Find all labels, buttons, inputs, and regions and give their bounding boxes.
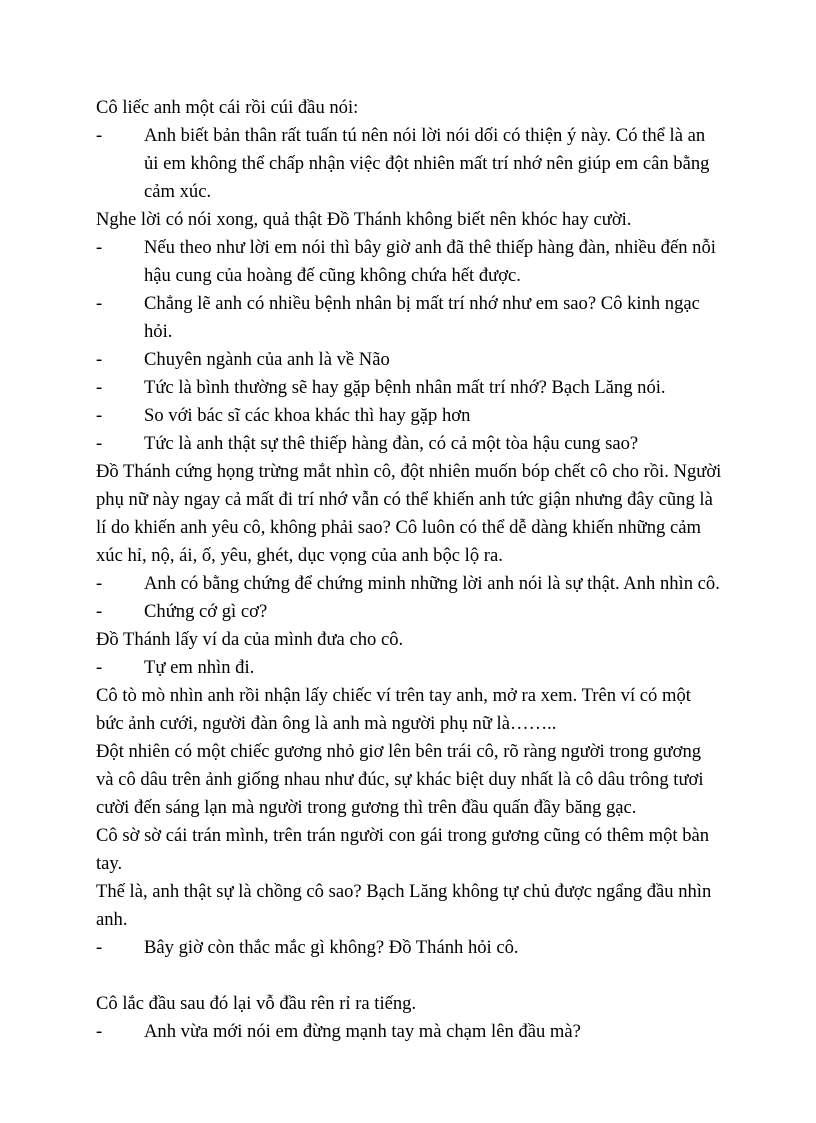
dialogue-line xyxy=(96,290,722,346)
blank-line xyxy=(96,962,722,990)
dialogue-text: Tự em nhìn đi. xyxy=(144,657,255,678)
dialogue-line xyxy=(96,1018,722,1046)
dialogue-line xyxy=(96,430,722,458)
paragraph: Đột nhiên có một chiếc gương nhỏ giơ lên bên trái cô, rõ ràng người trong gương và cô dâu trên ảnh giống nhau như đúc, sự khác biệt duy nhất là cô dâu trông tươi cười đến sáng lạn mà người trong gương thì trên đầu quấn đầy băng gạc. xyxy=(96,741,704,818)
dialogue-text: Chuyên ngành của anh là về Não xyxy=(144,349,390,370)
dialogue-line xyxy=(96,346,722,374)
dialogue-text: Nếu theo như lời em nói thì bây giờ anh đã thê thiếp hàng đàn, nhiều đến nỗi hậu cung của hoàng đế cũng không chứa hết được. xyxy=(144,237,716,286)
dialogue-dash: - xyxy=(96,573,103,594)
dialogue-text: Tức là bình thường sẽ hay gặp bệnh nhân mất trí nhớ? Bạch Lăng nói. xyxy=(144,377,666,398)
dialogue-text: Tức là anh thật sự thê thiếp hàng đàn, có cả một tòa hậu cung sao? xyxy=(144,433,639,454)
dialogue-dash: - xyxy=(96,293,103,314)
paragraph: Đồ Thánh lấy ví da của mình đưa cho cô. xyxy=(96,629,404,650)
dialogue-line xyxy=(96,374,722,402)
dialogue-dash: - xyxy=(96,601,103,622)
dialogue-text: So với bác sĩ các khoa khác thì hay gặp hơn xyxy=(144,405,471,426)
document-page xyxy=(96,94,722,1046)
dialogue-dash: - xyxy=(96,433,103,454)
dialogue-text: Chẳng lẽ anh có nhiều bệnh nhân bị mất trí nhớ như em sao? Cô kinh ngạc hỏi. xyxy=(144,293,700,342)
dialogue-line xyxy=(96,598,722,626)
dialogue-line xyxy=(96,234,722,290)
paragraph: Thế là, anh thật sự là chồng cô sao? Bạch Lăng không tự chủ được ngẩng đầu nhìn anh. xyxy=(96,881,712,930)
dialogue-line xyxy=(96,570,722,598)
dialogue-dash: - xyxy=(96,1021,103,1042)
dialogue-line xyxy=(96,122,722,206)
dialogue-text: Chứng cớ gì cơ? xyxy=(144,601,268,622)
dialogue-dash: - xyxy=(96,405,103,426)
dialogue-text: Anh biết bản thân rất tuấn tú nên nói lời nói dối có thiện ý này. Có thể là an ủi em không thể chấp nhận việc đột nhiên mất trí nhớ nên giúp em cân bằng cảm xúc. xyxy=(144,125,710,202)
dialogue-dash: - xyxy=(96,937,103,958)
paragraph: Cô lắc đầu sau đó lại vỗ đầu rên rỉ ra tiếng. xyxy=(96,993,417,1014)
dialogue-dash: - xyxy=(96,125,103,146)
dialogue-line xyxy=(96,654,722,682)
dialogue-dash: - xyxy=(96,657,103,678)
paragraph: Cô sờ sờ cái trán mình, trên trán người con gái trong gương cũng có thêm một bàn tay. xyxy=(96,825,710,874)
dialogue-line xyxy=(96,934,722,962)
dialogue-text: Anh vừa mới nói em đừng mạnh tay mà chạm lên đầu mà? xyxy=(144,1021,581,1042)
paragraph: Cô liếc anh một cái rồi cúi đầu nói: xyxy=(96,97,359,118)
dialogue-text: Anh có bằng chứng để chứng minh những lời anh nói là sự thật. Anh nhìn cô. xyxy=(144,573,720,594)
dialogue-dash: - xyxy=(96,349,103,370)
dialogue-dash: - xyxy=(96,237,103,258)
dialogue-dash: - xyxy=(96,377,103,398)
dialogue-line xyxy=(96,402,722,430)
paragraph: Cô tò mò nhìn anh rồi nhận lấy chiếc ví trên tay anh, mở ra xem. Trên ví có một bức ảnh cưới, người đàn ông là anh mà người phụ nữ là…….. xyxy=(96,685,691,734)
paragraph: Nghe lời có nói xong, quả thật Đồ Thánh không biết nên khóc hay cười. xyxy=(96,209,632,230)
paragraph: Đồ Thánh cứng họng trừng mắt nhìn cô, đột nhiên muốn bóp chết cô cho rồi. Người phụ nữ này ngay cả mất đi trí nhớ vẫn có thể khiến anh tức giận nhưng đây cũng là lí do khiến anh yêu cô, không phải sao? Cô luôn có thể dễ dàng khiến những cảm xúc hỉ, nộ, ái, ố, yêu, ghét, dục vọng của anh bộc lộ ra. xyxy=(96,461,722,566)
dialogue-text: Bây giờ còn thắc mắc gì không? Đồ Thánh hỏi cô. xyxy=(144,937,519,958)
